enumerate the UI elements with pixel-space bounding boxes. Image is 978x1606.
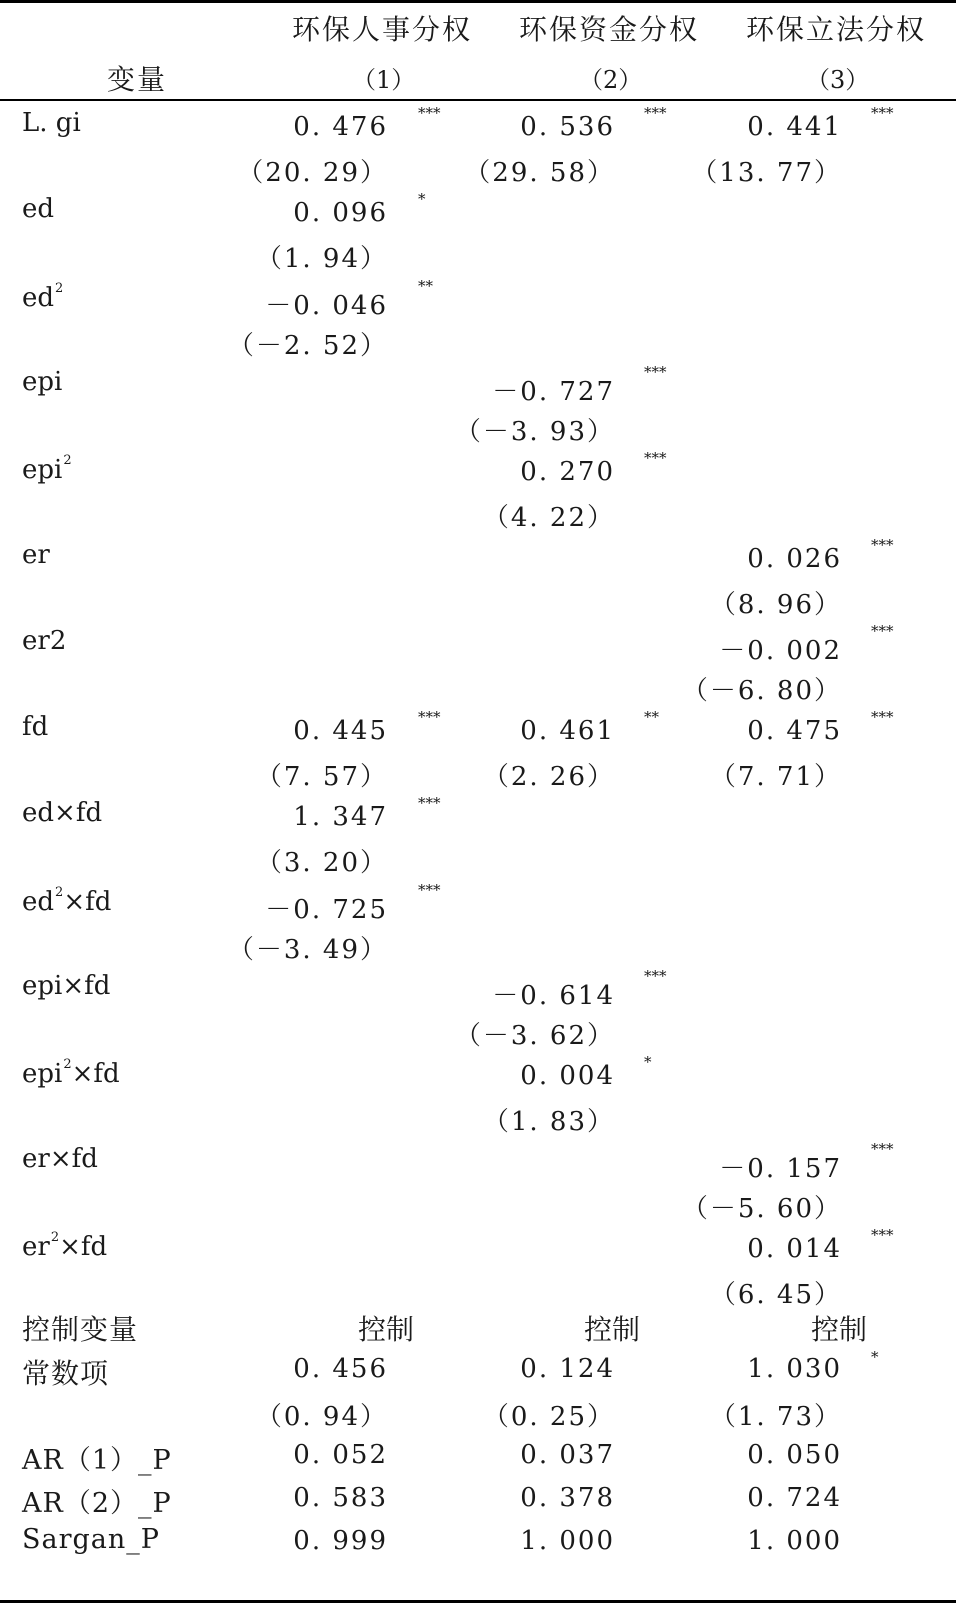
significance-stars: *** — [871, 104, 894, 122]
t-statistic: （－3. 62） — [454, 1021, 615, 1051]
column-number-2: （2） — [579, 66, 643, 94]
variable-label: L. gi — [22, 108, 81, 138]
table-row — [0, 449, 956, 535]
variable-label: fd — [22, 712, 49, 743]
t-statistic: （0. 25） — [482, 1402, 615, 1432]
variable-header: 变量 — [107, 63, 168, 96]
t-statistic: （7. 71） — [709, 762, 842, 793]
t-statistic: （8. 96） — [709, 589, 842, 620]
coefficient: 1. 030 — [747, 1354, 842, 1384]
significance-stars: * — [644, 1053, 652, 1072]
significance-stars: * — [871, 1348, 879, 1366]
table-row — [0, 1226, 956, 1312]
table-row — [0, 1140, 956, 1226]
coefficient: －0. 046 — [265, 290, 388, 321]
column-title-3: 环保立法分权 — [746, 13, 927, 46]
coefficient: －0. 157 — [719, 1153, 842, 1184]
significance-stars: *** — [644, 362, 667, 381]
coefficient: 0. 445 — [293, 716, 388, 747]
controls-label: 控制变量 — [22, 1313, 139, 1346]
stat-label: AR（1）_P — [22, 1445, 172, 1476]
stat-value: 0. 378 — [520, 1483, 615, 1513]
t-statistic: （0. 94） — [255, 1402, 388, 1432]
significance-stars: *** — [644, 104, 667, 122]
coefficient: 0. 014 — [747, 1233, 842, 1264]
table-row — [0, 277, 956, 363]
controls-value: 控制 — [811, 1313, 868, 1346]
stat-value: 1. 000 — [747, 1526, 842, 1556]
significance-stars: *** — [418, 104, 441, 122]
stat-value: 0. 052 — [293, 1440, 388, 1470]
coefficient: 0. 004 — [520, 1061, 615, 1092]
significance-stars: *** — [871, 621, 894, 640]
t-statistic: （1. 83） — [482, 1107, 615, 1138]
significance-stars: *** — [871, 708, 894, 727]
column-number-1: （1） — [352, 66, 416, 94]
stat-label: Sargan_P — [22, 1524, 160, 1555]
coefficient: 0. 475 — [747, 716, 842, 747]
header-rule — [0, 99, 956, 101]
variable-label: ed×fd — [22, 798, 103, 829]
t-statistic: （1. 73） — [709, 1402, 842, 1432]
coefficient: 0. 461 — [520, 716, 615, 747]
t-statistic: （1. 94） — [255, 244, 388, 275]
stat-value: 0. 999 — [293, 1526, 388, 1556]
table-row — [0, 536, 956, 622]
controls-value: 控制 — [358, 1313, 415, 1346]
column-title-1: 环保人事分权 — [292, 13, 473, 46]
t-statistic: （－2. 52） — [227, 330, 388, 361]
significance-stars: *** — [418, 880, 441, 899]
variable-label: $ed^2$ — [22, 280, 64, 313]
coefficient: 0. 026 — [747, 543, 842, 574]
table-row — [0, 1053, 956, 1139]
significance-stars: *** — [871, 1139, 894, 1158]
stat-value: 1. 000 — [520, 1526, 615, 1556]
coefficient: －0. 727 — [492, 376, 615, 407]
stat-value: 0. 037 — [520, 1440, 615, 1470]
t-statistic: （－3. 93） — [454, 416, 615, 447]
column-number-3: （3） — [806, 66, 870, 94]
coefficient: 0. 270 — [520, 457, 615, 488]
column-title-2: 环保资金分权 — [519, 13, 700, 46]
significance-stars: ** — [418, 276, 433, 295]
significance-stars: *** — [644, 449, 667, 468]
significance-stars: *** — [418, 708, 441, 727]
variable-label: epi×fd — [22, 971, 111, 1001]
bottom-rule — [0, 1600, 956, 1603]
coefficient: －0. 002 — [719, 635, 842, 666]
variable-label: er2 — [22, 625, 67, 656]
variable-label: er×fd — [22, 1143, 98, 1174]
variable-label: epi — [22, 366, 63, 397]
variable-label: $ed^2\times fd$ — [22, 884, 112, 917]
t-statistic: （－6. 80） — [681, 675, 842, 706]
stat-value: 0. 583 — [293, 1483, 388, 1513]
coefficient: 1. 347 — [293, 802, 388, 833]
t-statistic: （2. 26） — [482, 762, 615, 793]
table-row — [0, 104, 956, 190]
table-row — [0, 794, 956, 880]
coefficient: 0. 476 — [293, 112, 388, 142]
significance-stars: ** — [644, 708, 659, 727]
coefficient: 0. 096 — [293, 198, 388, 229]
coefficient: 0. 124 — [520, 1354, 615, 1384]
t-statistic: （3. 20） — [255, 848, 388, 879]
significance-stars: * — [418, 190, 426, 209]
table-row — [0, 881, 956, 967]
stat-value: 0. 050 — [747, 1440, 842, 1470]
t-statistic: （－5. 60） — [681, 1193, 842, 1224]
significance-stars: *** — [644, 967, 667, 985]
t-statistic: （20. 29） — [237, 158, 388, 188]
table-row — [0, 708, 956, 794]
coefficient: 0. 456 — [293, 1354, 388, 1384]
table-row — [0, 190, 956, 276]
table-row — [0, 622, 956, 708]
t-statistic: （4. 22） — [482, 503, 615, 534]
t-statistic: （－3. 49） — [227, 934, 388, 965]
top-rule — [0, 0, 956, 3]
coefficient: －0. 614 — [492, 981, 615, 1011]
significance-stars: *** — [871, 1225, 894, 1244]
t-statistic: （6. 45） — [709, 1279, 842, 1310]
coefficient: 0. 441 — [747, 112, 842, 142]
constant-label: 常数项 — [22, 1357, 110, 1390]
coefficient: 0. 536 — [520, 112, 615, 142]
variable-label: epi$^2$ — [22, 453, 72, 486]
significance-stars: *** — [871, 535, 894, 554]
stat-value: 0. 724 — [747, 1483, 842, 1513]
t-statistic: （29. 58） — [464, 158, 615, 188]
variable-label: $er^2\times fd$ — [22, 1229, 108, 1262]
variable-label: er — [22, 539, 50, 570]
variable-label: epi$^2$×fd — [22, 1057, 120, 1090]
table-row — [0, 363, 956, 449]
t-statistic: （7. 57） — [255, 762, 388, 793]
controls-value: 控制 — [584, 1313, 641, 1346]
coefficient: －0. 725 — [265, 894, 388, 925]
t-statistic: （13. 77） — [691, 158, 842, 188]
significance-stars: *** — [418, 794, 441, 813]
variable-label: ed — [22, 194, 55, 225]
table-row — [0, 967, 956, 1053]
stat-label: AR（2）_P — [22, 1488, 172, 1519]
